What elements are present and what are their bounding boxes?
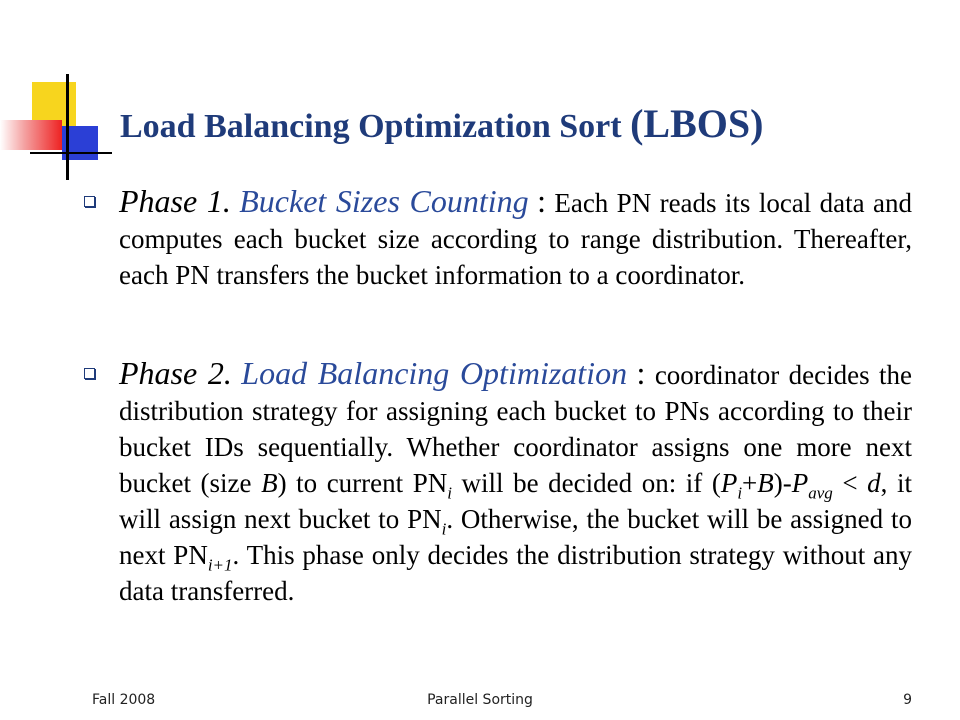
logo-horizontal-line (30, 152, 112, 154)
title-abbr: (LBOS) (630, 101, 764, 146)
var-d: d (867, 468, 881, 498)
phase-description: Each PN reads its local data and computes each bucket size according to range distribution. Thereafter, each PN transfers the bucket information to a coordinator. (119, 188, 913, 290)
subscript-i: i (441, 519, 447, 539)
bullet-text (119, 183, 912, 293)
logo-red-bar (0, 120, 62, 150)
bullet-marker-icon (84, 196, 95, 207)
bullet-marker-icon (84, 368, 95, 379)
phase-heading: Bucket Sizes Counting (239, 183, 529, 219)
phase-colon: : (636, 355, 646, 391)
title-main: Load Balancing Optimization Sort (120, 108, 622, 145)
page-number: 9 (903, 692, 912, 708)
var-p: P (791, 468, 809, 498)
subscript-avg: avg (808, 483, 833, 503)
logo-vertical-line (66, 74, 69, 180)
phase-heading: Load Balancing Optimization (241, 355, 628, 391)
var-b: B (261, 468, 278, 498)
phase-label: Phase 1. (119, 183, 231, 219)
text-run: + (742, 468, 758, 498)
text-run: < (832, 468, 868, 498)
bullet-phase-1 (84, 183, 912, 293)
footer-date: Fall 2008 (92, 692, 156, 708)
text-run: )- (773, 468, 792, 498)
footer-title: Parallel Sorting (427, 692, 533, 708)
subscript-i: i (447, 483, 452, 503)
text-run: , it will assign next bucket to PN (119, 468, 912, 534)
phase-label: Phase 2. (119, 355, 232, 391)
text-run: coordinator decides the distribution strategy for assigning each bucket to PNs according to their bucket IDs sequentially. Whether coordinator assigns one more next bucket (size (119, 360, 913, 498)
text-run: ) to current PN (277, 468, 448, 498)
subscript-i: i (737, 483, 743, 503)
var-b: B (757, 468, 774, 498)
bullet-text (119, 355, 912, 609)
text-run: . This phase only decides the distribution strategy without any data transferred. (119, 540, 913, 606)
var-p: P (720, 468, 738, 498)
subscript-i-plus-1: i+1 (207, 555, 233, 575)
text-run: will be decided on: if ( (451, 468, 721, 498)
slide-title (120, 100, 763, 147)
phase-colon: : (537, 183, 546, 219)
bullet-phase-2 (84, 355, 912, 609)
decorative-logo (0, 0, 120, 190)
text-run: . Otherwise, the bucket will be assigned to next PN (119, 504, 912, 570)
